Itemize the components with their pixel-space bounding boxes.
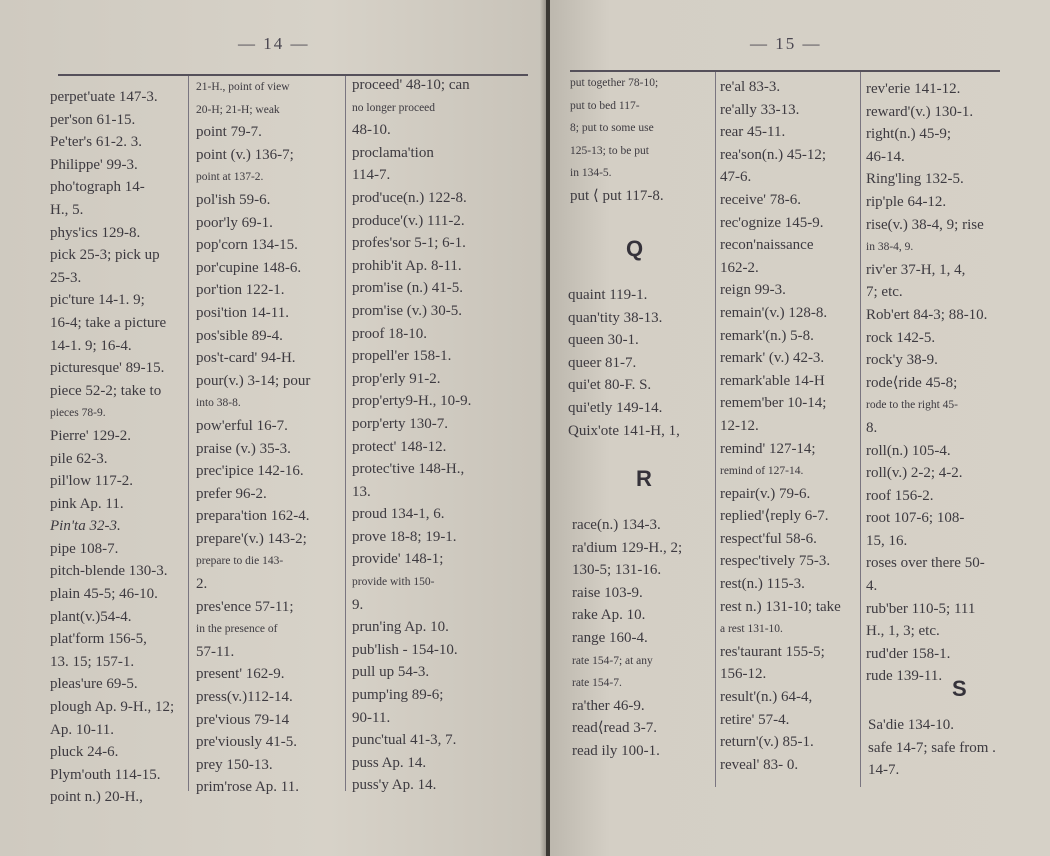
section-letter-r: R	[636, 466, 652, 491]
index-entry: replied'⟨reply 6-7.	[720, 508, 829, 525]
index-entry: pre'viously 41-5.	[196, 734, 298, 751]
index-entry: prec'ipice 142-16.	[196, 463, 304, 480]
index-entry: ra'ther 46-9.	[572, 697, 645, 714]
index-entry: remem'ber 10-14;	[720, 395, 827, 412]
index-entry: posi'tion 14-11.	[196, 304, 289, 321]
index-entry: 130-5; 131-16.	[572, 562, 662, 579]
index-entry: propell'er 158-1.	[352, 348, 452, 365]
index-entry: queen 30-1.	[568, 332, 639, 349]
index-entry: puss'y Ap. 14.	[352, 777, 437, 794]
index-entry: pipe 108-7.	[50, 540, 119, 557]
index-entry: riv'er 37-H, 1, 4,	[866, 261, 966, 278]
index-entry: raise 103-9.	[572, 584, 643, 601]
index-entry: ra'dium 129-H., 2;	[572, 539, 683, 556]
index-entry: present' 162-9.	[196, 666, 285, 683]
index-entry: plough Ap. 9-H., 12;	[50, 699, 175, 716]
index-entry: prop'erly 91-2.	[352, 370, 441, 387]
index-entry: 8; put to some use	[570, 122, 654, 135]
index-entry: rate 154-7; at any	[572, 654, 653, 667]
index-entry: punc'tual 41-3, 7.	[352, 732, 457, 749]
index-entry: 162-2.	[720, 259, 759, 276]
index-entry: result'(n.) 64-4,	[720, 689, 813, 706]
index-entry: 48-10.	[352, 122, 391, 139]
index-entry: rock'y 38-9.	[866, 352, 938, 369]
index-entry: rate 154-7.	[572, 677, 622, 690]
index-entry: receive' 78-6.	[720, 191, 801, 208]
index-entry: pho'tograph 14-	[50, 179, 145, 196]
index-entry: pleas'ure 69-5.	[50, 676, 138, 693]
index-entry: pitch-blende 130-3.	[50, 563, 168, 580]
index-entry: rake Ap. 10.	[572, 607, 646, 624]
index-entry: prun'ing Ap. 10.	[352, 619, 449, 636]
index-entry: prepara'tion 162-4.	[196, 508, 310, 525]
index-entry: point 79-7.	[196, 124, 262, 141]
index-entry: return'(v.) 85-1.	[720, 734, 814, 751]
index-column-1-r	[572, 514, 714, 763]
index-entry: rev'erie 141-12.	[866, 81, 961, 97]
index-entry: picturesque' 89-15.	[50, 360, 165, 377]
index-entry: retire' 57-4.	[720, 711, 790, 728]
index-entry: read⟨read 3-7.	[572, 720, 657, 737]
index-entry: praise (v.) 35-3.	[196, 440, 291, 457]
index-entry: right(n.) 45-9;	[866, 126, 951, 143]
page-number: — 14 —	[238, 34, 310, 53]
index-entry: press(v.)112-14.	[196, 689, 293, 706]
index-entry: Philippe' 99-3.	[50, 156, 138, 173]
index-entry: in 134-5.	[570, 167, 612, 180]
index-entry: range 160-4.	[572, 629, 648, 646]
index-column-3	[866, 78, 1026, 688]
index-entry: roof 156-2.	[866, 487, 934, 504]
index-entry: phys'ics 129-8.	[50, 224, 141, 241]
index-entry: pub'lish - 154-10.	[352, 641, 458, 658]
index-entry: provide with 150-	[352, 576, 435, 589]
index-entry: pile 62-3.	[50, 450, 108, 467]
index-entry: re'al 83-3.	[720, 79, 781, 95]
index-entry: provide' 148-1;	[352, 551, 444, 568]
index-entry: remind of 127-14.	[720, 465, 804, 478]
index-entry: proclama'tion	[352, 144, 434, 161]
column-divider	[860, 72, 861, 787]
index-entry: Pierre' 129-2.	[50, 427, 132, 444]
index-entry: remark'(n.) 5-8.	[720, 327, 814, 344]
index-entry: 156-12.	[720, 666, 767, 683]
index-entry: proceed' 48-10; can	[352, 77, 470, 93]
index-entry: plain 45-5; 46-10.	[50, 586, 158, 603]
index-entry: pick 25-3; pick up	[50, 247, 160, 264]
column-divider	[345, 76, 346, 791]
index-entry: root 107-6; 108-	[866, 510, 965, 527]
index-entry: in 38-4, 9.	[866, 241, 914, 254]
index-entry: 7; etc.	[866, 284, 903, 301]
index-entry: pos'sible 89-4.	[196, 327, 283, 344]
section-letter-q: Q	[626, 236, 644, 261]
index-entry: produce'(v.) 111-2.	[352, 212, 465, 229]
page-number: — 15 —	[750, 34, 822, 53]
index-entry: roll(v.) 2-2; 4-2.	[866, 465, 963, 482]
index-entry: qui'etly 149-14.	[568, 399, 663, 416]
index-entry: proof 18-10.	[352, 325, 427, 342]
index-entry: reign 99-3.	[720, 282, 786, 299]
index-entry: re'ally 33-13.	[720, 101, 800, 118]
index-entry: profes'sor 5-1; 6-1.	[352, 235, 466, 252]
index-entry: H., 5.	[50, 201, 84, 218]
index-column-2	[196, 76, 342, 799]
index-entry: prom'ise (v.) 30-5.	[352, 302, 463, 319]
index-entry: 90-11.	[352, 709, 391, 726]
index-entry: into 38-8.	[196, 397, 241, 410]
index-entry: respec'tively 75-3.	[720, 553, 831, 570]
index-entry: 16-4; take a picture	[50, 314, 167, 331]
index-entry: pos't-card' 94-H.	[196, 350, 296, 367]
index-entry: pres'ence 57-11;	[196, 598, 294, 615]
index-entry: 2.	[196, 576, 208, 593]
index-entry: Pin'ta 32-3.	[50, 518, 121, 535]
index-entry: reward'(v.) 130-1.	[866, 103, 974, 120]
index-entry: rub'ber 110-5; 111	[866, 600, 976, 617]
index-entry: 25-3.	[50, 269, 82, 286]
index-entry: rude 139-11.	[866, 668, 943, 685]
index-entry: per'son 61-15.	[50, 111, 136, 128]
index-entry: por'cupine 148-6.	[196, 259, 302, 276]
index-entry: pluck 24-6.	[50, 744, 119, 761]
index-entry: Ring'ling 132-5.	[866, 171, 964, 188]
index-column-3-s	[868, 714, 1028, 782]
index-column-3	[352, 74, 502, 797]
index-entry: roses over there 50-	[866, 555, 985, 572]
index-entry: rise(v.) 38-4, 9; rise	[866, 216, 984, 233]
index-entry: plat'form 156-5,	[50, 631, 147, 648]
index-entry: in the presence of	[196, 623, 278, 636]
index-entry: remind' 127-14;	[720, 440, 816, 457]
index-entry: protec'tive 148-H.,	[352, 461, 465, 478]
index-entry: 14-7.	[868, 762, 900, 779]
index-entry: 13.	[352, 483, 371, 500]
index-entry: 47-6.	[720, 169, 752, 186]
index-entry: 15, 16.	[866, 532, 908, 549]
index-entry: 8.	[866, 419, 878, 436]
index-entry: prepare to die 143-	[196, 555, 284, 568]
index-entry: porp'erty 130-7.	[352, 415, 449, 432]
index-entry: prey 150-13.	[196, 756, 273, 773]
index-entry: Pe'ter's 61-2. 3.	[50, 134, 143, 151]
index-entry: rec'ognize 145-9.	[720, 214, 824, 231]
index-entry: point (v.) 136-7;	[196, 146, 294, 163]
index-entry: prove 18-8; 19-1.	[352, 528, 457, 545]
index-entry: recon'naissance	[720, 237, 814, 254]
index-entry: prim'rose Ap. 11.	[196, 779, 299, 796]
index-entry: rest(n.) 115-3.	[720, 576, 805, 593]
index-entry: pour(v.) 3-14; pour	[196, 372, 311, 389]
index-entry: reveal' 83- 0.	[720, 756, 799, 773]
index-entry: safe 14-7; safe from .	[868, 739, 996, 756]
index-entry: rode to the right 45-	[866, 399, 958, 412]
index-entry: rock 142-5.	[866, 329, 936, 346]
index-entry: 20-H; 21-H; weak	[196, 103, 280, 116]
index-entry: 125-13; to be put	[570, 144, 649, 157]
index-entry: 14-1. 9; 16-4.	[50, 337, 132, 354]
index-entry: por'tion 122-1.	[196, 282, 285, 299]
index-entry: pull up 54-3.	[352, 664, 430, 681]
section-letter-s: S	[952, 676, 967, 701]
index-entry: pre'vious 79-14	[196, 711, 290, 728]
index-entry: pop'corn 134-15.	[196, 237, 298, 254]
index-entry: 21-H., point of view	[196, 81, 290, 93]
index-entry: Plym'outh 114-15.	[50, 766, 161, 783]
index-entry: Rob'ert 84-3; 88-10.	[866, 306, 988, 323]
index-entry: 114-7.	[352, 167, 391, 184]
index-entry: put ⟨ put 117-8.	[570, 187, 664, 204]
index-entry: perpet'uate 147-3.	[50, 89, 158, 105]
index-column-1	[50, 86, 186, 809]
index-entry: Ap. 10-11.	[50, 721, 115, 738]
index-column-2	[720, 76, 858, 776]
index-entry: puss Ap. 14.	[352, 754, 427, 771]
column-divider	[188, 76, 189, 791]
index-entry: rip'ple 64-12.	[866, 193, 947, 210]
index-entry: 4.	[866, 578, 878, 595]
index-entry: 13. 15; 157-1.	[50, 653, 135, 670]
index-column-1-p	[570, 72, 712, 208]
index-entry: rode⟨ride 45-8;	[866, 374, 958, 391]
index-entry: point n.) 20-H.,	[50, 789, 143, 806]
right-page	[550, 0, 1050, 856]
index-entry: remark' (v.) 42-3.	[720, 350, 825, 367]
index-entry: remain'(v.) 128-8.	[720, 304, 828, 321]
index-entry: point at 137-2.	[196, 171, 264, 184]
index-entry: quaint 119-1.	[568, 287, 648, 303]
index-entry: pink Ap. 11.	[50, 495, 124, 512]
index-entry: 9.	[352, 596, 364, 613]
index-entry: queer 81-7.	[568, 354, 637, 371]
index-entry: pump'ing 89-6;	[352, 687, 444, 704]
index-entry: pol'ish 59-6.	[196, 191, 271, 208]
index-entry: H., 1, 3; etc.	[866, 623, 940, 640]
index-entry: prop'erty9-H., 10-9.	[352, 393, 472, 410]
index-entry: quan'tity 38-13.	[568, 309, 663, 326]
index-entry: race(n.) 134-3.	[572, 517, 661, 533]
index-entry: poor'ly 69-1.	[196, 214, 273, 231]
index-entry: pow'erful 16-7.	[196, 417, 288, 434]
index-entry: prepare'(v.) 143-2;	[196, 530, 307, 547]
index-entry: put to bed 117-	[570, 99, 640, 112]
index-entry: 46-14.	[866, 148, 905, 165]
index-entry: respect'ful 58-6.	[720, 530, 817, 547]
index-entry: remark'able 14-H	[720, 372, 825, 389]
index-column-1-q	[568, 284, 712, 442]
column-divider	[715, 72, 716, 787]
index-entry: proud 134-1, 6.	[352, 506, 445, 523]
index-entry: prom'ise (n.) 41-5.	[352, 280, 464, 297]
index-entry: pil'low 117-2.	[50, 473, 133, 490]
index-entry: qui'et 80-F. S.	[568, 377, 652, 394]
index-entry: no longer proceed	[352, 101, 436, 114]
index-entry: roll(n.) 105-4.	[866, 442, 951, 459]
index-entry: res'taurant 155-5;	[720, 643, 825, 660]
index-entry: piece 52-2; take to	[50, 382, 162, 399]
index-entry: rear 45-11.	[720, 124, 786, 141]
index-entry: Quix'ote 141-H, 1,	[568, 422, 680, 439]
index-entry: protect' 148-12.	[352, 438, 447, 455]
index-entry: rest n.) 131-10; take	[720, 598, 841, 615]
index-entry: read ily 100-1.	[572, 742, 660, 759]
index-entry: pic'ture 14-1. 9;	[50, 292, 145, 309]
index-entry: a rest 131-10.	[720, 623, 783, 636]
index-entry: prohib'it Ap. 8-11.	[352, 257, 462, 274]
index-entry: Sa'die 134-10.	[868, 717, 955, 733]
index-entry: put together 78-10;	[570, 77, 659, 89]
index-entry: rea'son(n.) 45-12;	[720, 146, 827, 163]
index-entry: rud'der 158-1.	[866, 645, 951, 662]
index-entry: repair(v.) 79-6.	[720, 485, 811, 502]
index-entry: prefer 96-2.	[196, 485, 267, 502]
index-entry: prod'uce(n.) 122-8.	[352, 189, 467, 206]
index-entry: pieces 78-9.	[50, 407, 106, 420]
index-entry: plant(v.)54-4.	[50, 608, 132, 625]
index-entry: 57-11.	[196, 643, 235, 660]
index-entry: 12-12.	[720, 417, 759, 434]
